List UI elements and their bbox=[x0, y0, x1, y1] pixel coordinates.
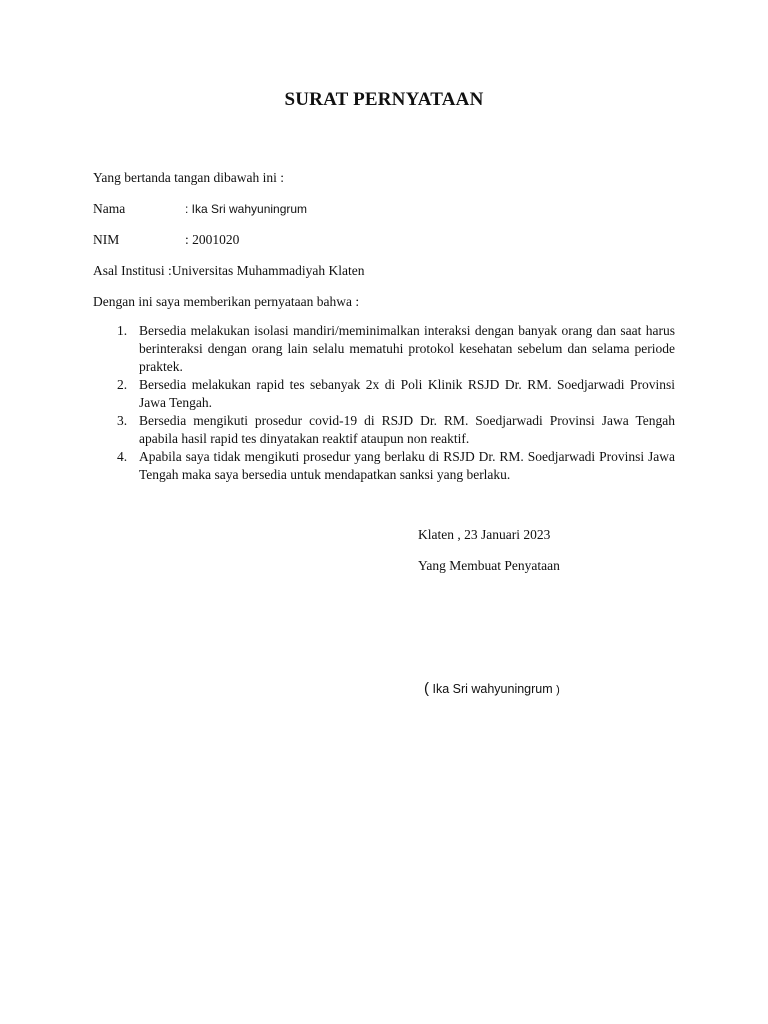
place-date: Klaten , 23 Januari 2023 bbox=[418, 527, 551, 542]
open-paren: ( bbox=[424, 680, 429, 697]
nama-value: : Ika Sri wahyuningrum bbox=[185, 202, 308, 216]
list-item-number: 4. bbox=[117, 449, 128, 464]
list-item-text: Bersedia melakukan rapid tes sebanyak 2x di Poli Klinik RSJD Dr. RM. Soedjarwadi Provinsi Jawa Tengah. bbox=[139, 377, 675, 410]
signatory-name-line bbox=[424, 680, 560, 697]
statement-intro: Dengan ini saya memberikan pernyataan bahwa : bbox=[93, 294, 360, 309]
list-item bbox=[93, 322, 675, 376]
list-item-number: 1. bbox=[117, 323, 128, 338]
list-item bbox=[93, 412, 675, 448]
list-item-text: Bersedia melakukan isolasi mandiri/meminimalkan interaksi dengan banyak orang dan saat harus berinteraksi dengan orang lain selalu mematuhi protokol kesehatan sebelum dan selama periode praktek. bbox=[139, 323, 675, 374]
close-paren: ) bbox=[556, 684, 560, 696]
nim-row bbox=[93, 232, 239, 248]
list-item bbox=[93, 448, 675, 484]
institusi-row: Asal Institusi :Universitas Muhammadiyah Klaten bbox=[93, 263, 365, 278]
nama-row bbox=[93, 201, 307, 217]
nim-value: : 2001020 bbox=[185, 232, 240, 247]
nim-label: NIM bbox=[93, 232, 120, 247]
signatory-name: Ika Sri wahyuningrum bbox=[429, 682, 557, 696]
maker-label: Yang Membuat Penyataan bbox=[418, 558, 560, 573]
list-item-number: 2. bbox=[117, 377, 128, 392]
list-item-number: 3. bbox=[117, 413, 128, 428]
list-item bbox=[93, 376, 675, 412]
list-item-text: Bersedia mengikuti prosedur covid-19 di RSJD Dr. RM. Soedjarwadi Provinsi Jawa Tengah apabila hasil rapid tes dinyatakan reaktif ataupun non reaktif. bbox=[139, 413, 675, 446]
nama-label: Nama bbox=[93, 201, 126, 216]
intro-text: Yang bertanda tangan dibawah ini : bbox=[93, 170, 284, 185]
list-item-text: Apabila saya tidak mengikuti prosedur yang berlaku di RSJD Dr. RM. Soedjarwadi Provinsi Jawa Tengah maka saya bersedia untuk mendapatkan sanksi yang berlaku. bbox=[139, 449, 675, 482]
statement-list bbox=[93, 322, 675, 484]
document-title: SURAT PERNYATAAN bbox=[284, 89, 484, 110]
